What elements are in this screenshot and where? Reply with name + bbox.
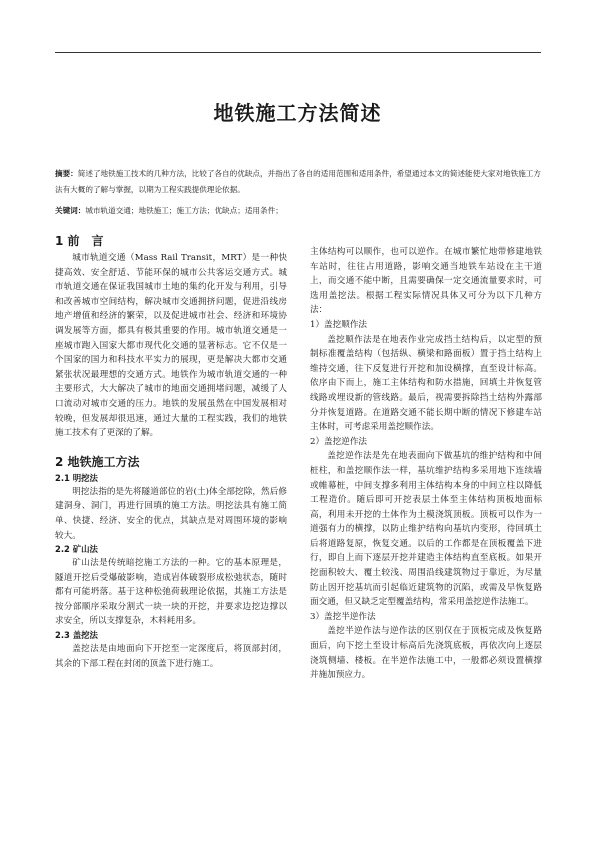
keywords xyxy=(55,205,543,217)
abstract xyxy=(55,166,543,198)
method-2-heading: 2）盖挖逆作法 xyxy=(310,436,368,447)
abstract-text: 简述了地铁施工技术的几种方法，比较了各自的优缺点，并指出了各自的适用范围和适用条件，希望通过本文的简述能使大家对地铁施工方法有大概的了解与掌握，以期为工程实践提供理论依据。 xyxy=(55,169,541,194)
method-1-text: 盖挖顺作法是在地表作业完成挡土结构后，以定型的预制标准覆盖结构（包括纵、横梁和路面板）置于挡土结构上维持交通，往下反复进行开挖和加设横撑，直至设计标高。依序由下而上，施工主体结构和防水措施，回填土并恢复管线路或埋设新的管线路。最后，视需要拆除挡土结构外露部分并恢复道路。在道路交通不能长期中断的情况下修建车站主体时，可考虑采用盖挖顺作法。 xyxy=(310,334,542,433)
section-2-2-text: 矿山法是传统暗挖施工方法的一种。它的基本原理是，隧道开挖后受爆破影响，造成岩体破裂形成松弛状态，随时都有可能坍落。基于这种松弛荷载理论依据，其施工方法是按分部顺序采取分割式一块一块的开挖，并要求边挖边撑以求安全，所以支撑复杂，木料耗用多。 xyxy=(55,558,287,627)
section-2-2-heading: 2.2 矿山法 xyxy=(55,544,98,555)
keywords-text: 城市轨道交通；地铁施工；施工方法；优缺点；适用条件； xyxy=(85,206,283,215)
header-rule xyxy=(55,52,541,53)
left-column xyxy=(55,232,287,671)
abstract-label: 摘要： xyxy=(55,169,78,178)
method-2-text: 盖挖逆作法是先在地表面向下做基坑的维护结构和中间桩柱，和盖挖顺作法一样，基坑维护结构多采用地下连续墙或帷幕桩，中间支撑多利用主体结构本身的中间立柱以降低工程造价。随后即可开挖表层土体至主体结构顶板地面标高，利用未开挖的土体作为土模浇筑顶板。顶板可以作为一道强有力的横撑，以防止维护结构向基坑内变形，待回填土后将道路复原，恢复交通。以后的工作都是在顶板覆盖下进行，即自上而下逐层开挖并建造主体结构直至底板。如果开挖面积较大、覆土较浅、周围沿线建筑物过于靠近，为尽量防止因开挖基坑而引起临近建筑物的沉陷，或需及早恢复路面交通，但又缺乏定型覆盖结构，常采用盖挖逆作法施工。 xyxy=(310,451,542,608)
section-1-paragraph: 城市轨道交通（Mass Rail Transit，MRT）是一种快捷高效、安全舒适、节能环保的城市公共客运交通方式。城市轨道交通在保证我国城市土地的集约化开发与利用，引导和改善城市空间结构，解决城市交通拥挤问题，促进沿线房地产增值和经济的繁荣，以及促进城市社会、经济和环境协调发展等方面，都具有极其重要的作用。城市轨道交通是一座城市跑入国家大都市现代化交通的显著标志。它不仅是一个国家的国力和科技水平实力的展现，更是解决大都市交通紧张状况最理想的交通方式。地铁作为城市轨道交通的一种主要形式，大大解决了城市的地面交通拥堵问题，减缓了人口流动对城市交通的压力。地铁的发展虽然在中国发展相对较晚，但发展却很迅速，通过大量的工程实践，我们的地铁施工技术有了更深的了解。 xyxy=(55,253,287,439)
paper-title: 地铁施工方法简述 xyxy=(213,101,382,125)
method-3-text: 盖挖半逆作法与逆作法的区别仅在于顶板完成及恢复路面后，向下挖土至设计标高后先浇筑底板，再依次向上逐层浇筑侧墙、楼板。在半逆作法施工中，一般都必须设置横撑并施加预应力。 xyxy=(310,626,542,681)
cover-method-intro: 主体结构可以顺作，也可以逆作。在城市繁忙地带修建地铁车站时，往往占用道路，影响交通当地铁车站设在主干道上，而交通不能中断，且需要确保一定交通流量要求时，可选用盖挖法。根据工程实际情况具体又可分为以下几种方法： xyxy=(310,247,542,316)
right-column xyxy=(310,245,542,683)
section-1-heading: 1 前 言 xyxy=(55,234,104,248)
section-2-1-heading: 2.1 明挖法 xyxy=(55,472,98,483)
section-2-1-text: 明挖法指的是先将隧道部位的岩(土)体全部挖除，然后修建洞身、洞门，再进行回填的施工方法。明挖法具有施工简单、快捷、经济、安全的优点，其缺点是对周围环境的影响较大。 xyxy=(55,486,287,541)
method-1-heading: 1）盖挖顺作法 xyxy=(310,319,368,330)
method-3-heading: 3）盖挖半逆作法 xyxy=(310,611,376,622)
section-2-3-text: 盖挖法是由地面向下开挖至一定深度后，将顶部封闭，其余的下部工程在封闭的顶盖下进行施工。 xyxy=(55,644,287,669)
section-2-heading: 2 地铁施工方法 xyxy=(55,454,140,469)
keywords-label: 关键词： xyxy=(55,206,86,215)
section-2-3-heading: 2.3 盖挖法 xyxy=(55,630,98,641)
